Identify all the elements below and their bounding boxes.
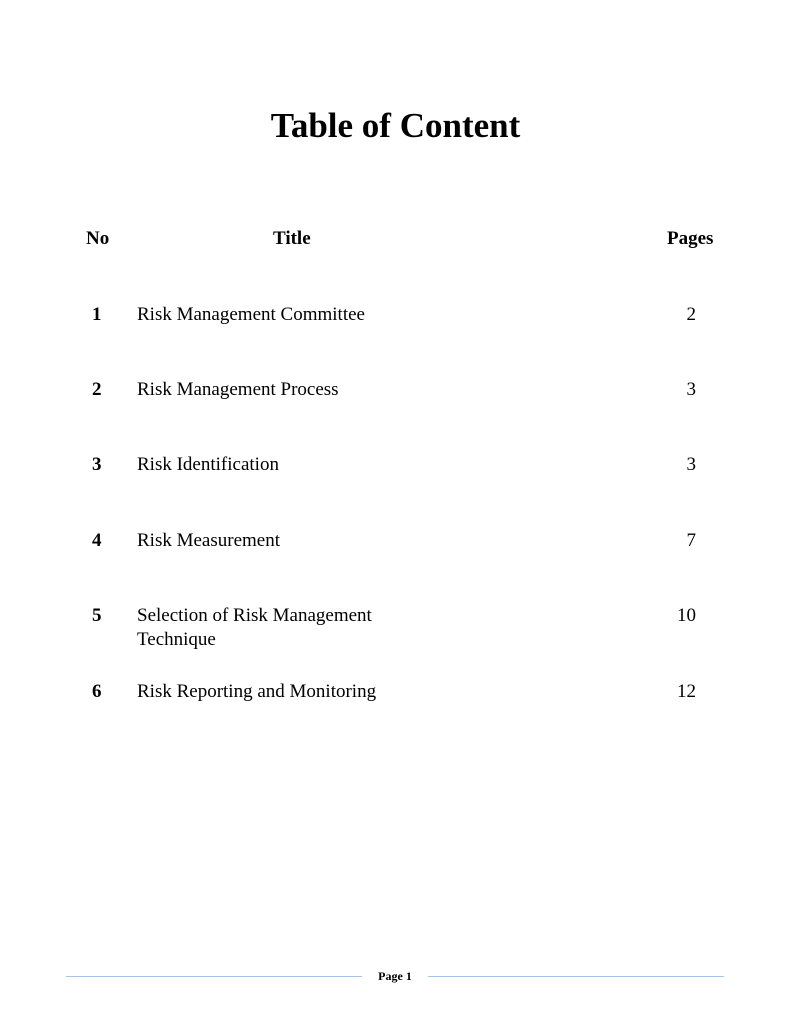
toc-row-page: 3 [686,454,696,475]
toc-row-title: Risk Management Process [137,379,339,400]
toc-row [0,378,791,428]
toc-row-title: Risk Management Committee [137,304,365,325]
footer-divider-left [66,976,362,977]
page-title: Table of Content [270,106,521,145]
toc-row-number: 5 [92,605,102,626]
toc-row-number: 1 [92,304,102,325]
toc-row [0,529,791,579]
toc-row-title: Risk Measurement [137,530,281,551]
toc-row-page: 7 [686,530,696,551]
toc-row-number: 6 [92,681,102,702]
toc-row-title: Risk Reporting and Monitoring [137,681,377,702]
toc-row-page: 3 [686,379,696,400]
toc-row [0,680,791,730]
toc-row-number: 3 [92,454,102,475]
toc-row-page: 12 [677,681,696,702]
toc-row-title: Risk Identification [137,454,279,475]
toc-row-page: 2 [686,304,696,325]
footer-divider-right [428,976,724,977]
toc-row [0,453,791,503]
toc-row [0,604,791,654]
toc-row [0,303,791,353]
toc-row-number: 2 [92,379,102,400]
toc-row-page: 10 [677,605,696,626]
column-header-no: No [86,228,110,249]
footer-page-number: Page 1 [378,969,412,983]
toc-row-title: Selection of Risk Management Technique [137,605,372,650]
toc-row-number: 4 [92,530,102,551]
column-header-pages: Pages [667,228,714,249]
column-header-title: Title [273,228,311,249]
